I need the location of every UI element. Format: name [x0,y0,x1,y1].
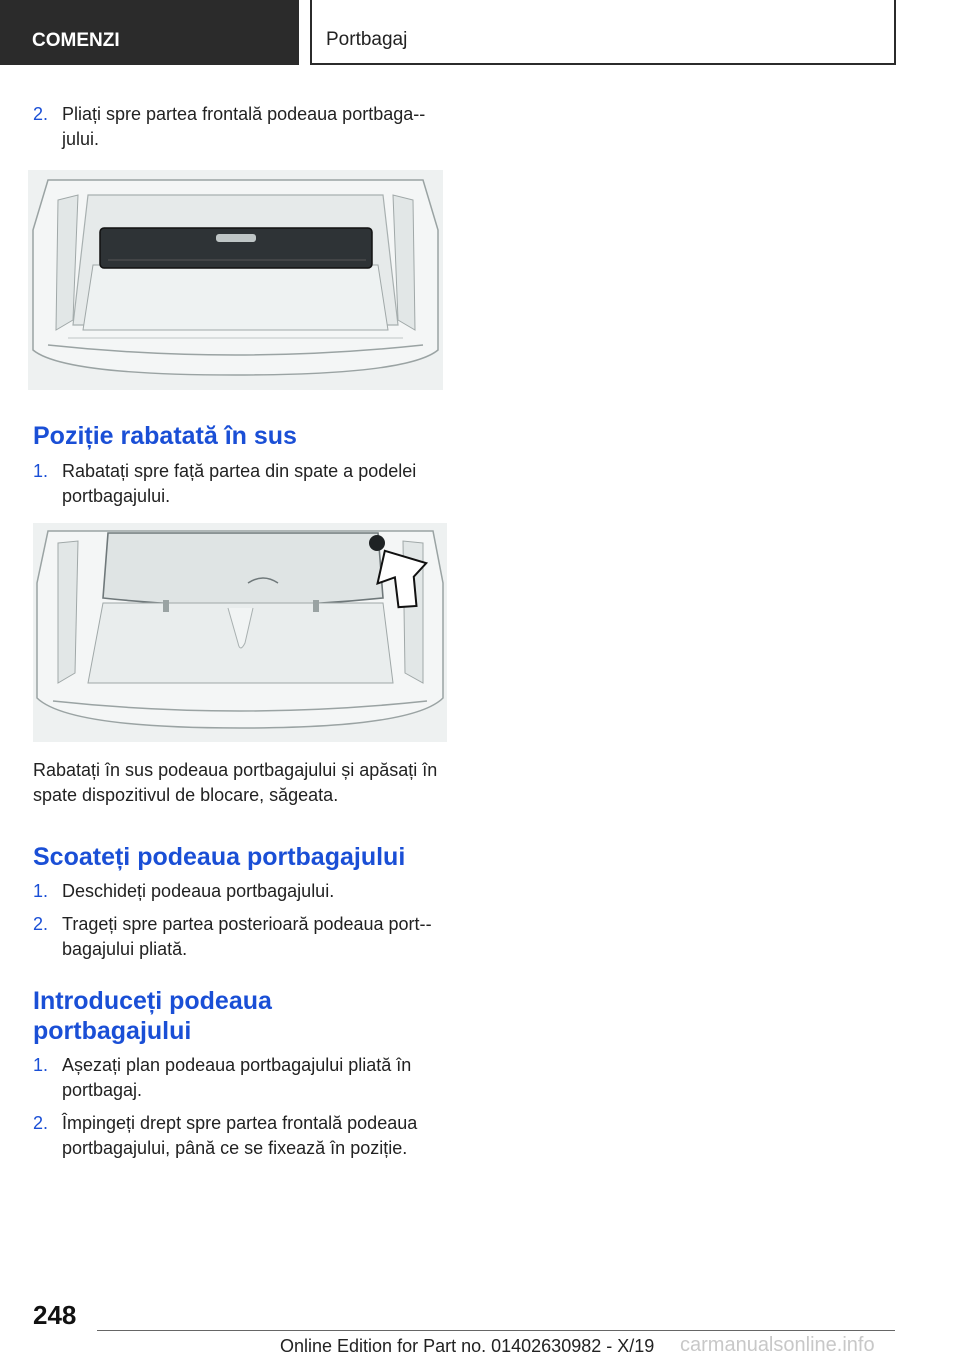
section-title: COMENZI [32,30,120,51]
step-item [33,459,447,509]
section-tab [0,0,299,65]
step-item [33,1053,447,1103]
page-number: 248 [33,1300,77,1330]
step-number: 1. [33,461,49,481]
step-text: Împingeți drept spre partea frontală podeaua portbagajului, până ce se fixează în poziție. [62,1113,418,1158]
step-item [33,879,447,904]
step-text: Așezați plan podeaua portbagajului pliată în portbagaj. [62,1055,412,1100]
step-number: 1. [33,1055,49,1075]
illustration-folded-floor [28,170,443,390]
section-heading-folded-up: Poziție rabatată în sus [33,422,297,450]
step-number: 1. [33,881,49,901]
step-number: 2. [33,104,49,124]
section-heading-insert-floor: Introduceți podeaua portbagajului [33,987,272,1045]
footer-divider [97,1330,895,1331]
step-text: Rabatați spre față partea din spate a podelei portbagajului. [62,461,417,506]
step-item [33,912,447,962]
chapter-title: Portbagaj [326,29,408,50]
instruction-paragraph: Rabatați în sus podeaua portbagajului și apăsați în spate dispozitivul de blocare, săgeata. [33,760,438,805]
step-text: Trageți spre partea posterioară podeaua port-bagajului pliată. [62,914,432,959]
step-number: 2. [33,1113,49,1133]
step-item [33,102,447,152]
footer-edition: Online Edition for Part no. 01402630982 - X/19 [280,1336,655,1356]
step-number: 2. [33,914,49,934]
step-item [33,1111,447,1161]
chapter-tab [310,0,896,65]
illustration-raised-floor [33,523,447,742]
step-text: Pliați spre partea frontală podeaua portbaga-jului. [62,104,426,149]
watermark: carmanualsonline.info [680,1334,875,1356]
section-heading-remove-floor: Scoateți podeaua portbagajului [33,843,406,871]
step-text: Deschideți podeaua portbagajului. [62,881,335,901]
